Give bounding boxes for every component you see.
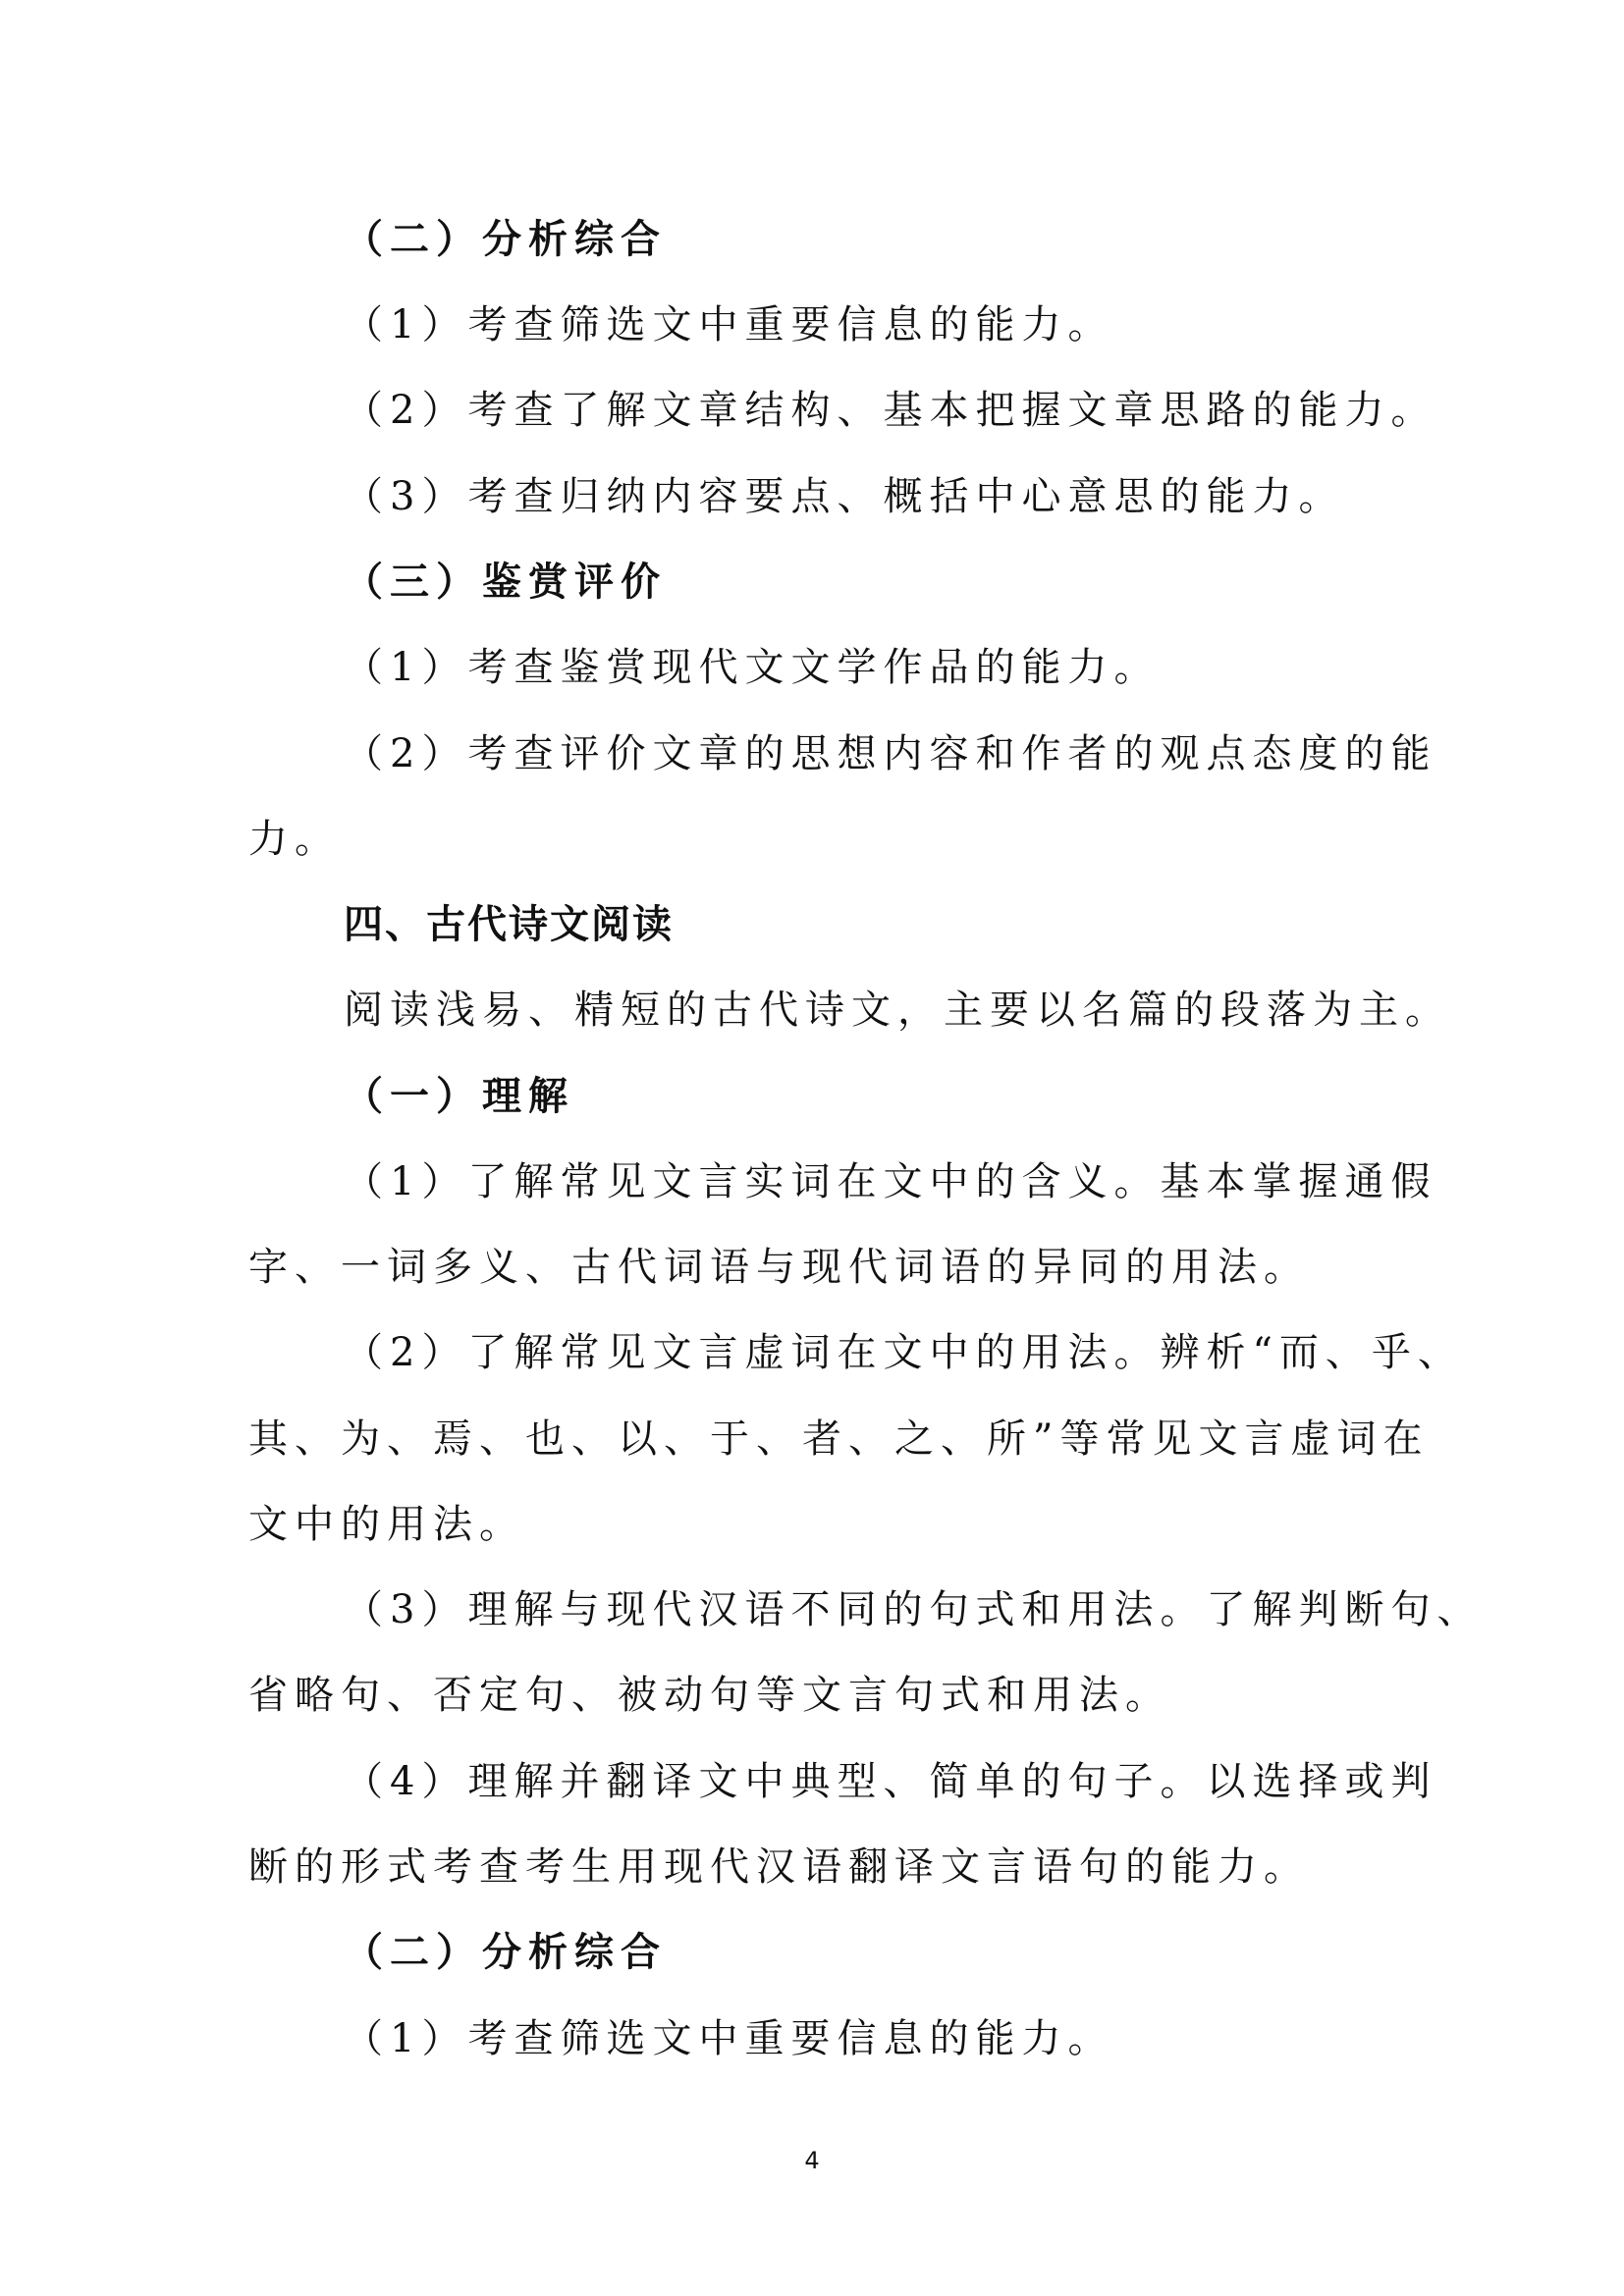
subheading-analysis: （二）分析综合 — [344, 1929, 667, 1975]
paragraph: （1）了解常见文言实词在文中的含义。基本掌握通假 — [344, 1159, 1437, 1204]
paragraph: （1）考查筛选文中重要信息的能力。 — [344, 302, 1114, 347]
paragraph: （1）考查鉴赏现代文文学作品的能力。 — [344, 645, 1161, 690]
paragraph: 阅读浅易、精短的古代诗文，主要以名篇的段落为主。 — [344, 988, 1451, 1033]
paragraph-continuation: 字、一词多义、古代词语与现代词语的异同的用法。 — [248, 1245, 1310, 1290]
paragraph-continuation: 其、为、焉、也、以、于、者、之、所”等常见文言虚词在 — [248, 1416, 1430, 1462]
subheading-appreciation: （三）鉴赏评价 — [344, 559, 667, 605]
paragraph: （3）考查归纳内容要点、概括中心意思的能力。 — [344, 474, 1345, 519]
paragraph-continuation: 力。 — [248, 817, 341, 862]
paragraph: （2）考查评价文章的思想内容和作者的观点态度的能 — [344, 731, 1437, 776]
paragraph: （3）理解与现代汉语不同的句式和用法。了解判断句、 — [344, 1587, 1484, 1632]
page-number: 4 — [804, 2147, 820, 2174]
paragraph-continuation: 文中的用法。 — [248, 1502, 525, 1547]
subheading-analysis: （二）分析综合 — [344, 216, 667, 262]
paragraph: （1）考查筛选文中重要信息的能力。 — [344, 2016, 1114, 2061]
paragraph: （2）考查了解文章结构、基本把握文章思路的能力。 — [344, 388, 1437, 433]
paragraph: （2）了解常见文言虚词在文中的用法。辨析“而、乎、 — [344, 1330, 1464, 1375]
paragraph-continuation: 省略句、否定句、被动句等文言句式和用法。 — [248, 1673, 1171, 1718]
paragraph-continuation: 断的形式考查考生用现代汉语翻译文言语句的能力。 — [248, 1844, 1310, 1890]
section-heading-ancient-poetry: 四、古代诗文阅读 — [344, 902, 674, 947]
subheading-understanding: （一）理解 — [344, 1073, 574, 1119]
paragraph: （4）理解并翻译文中典型、简单的句子。以选择或判 — [344, 1759, 1437, 1804]
